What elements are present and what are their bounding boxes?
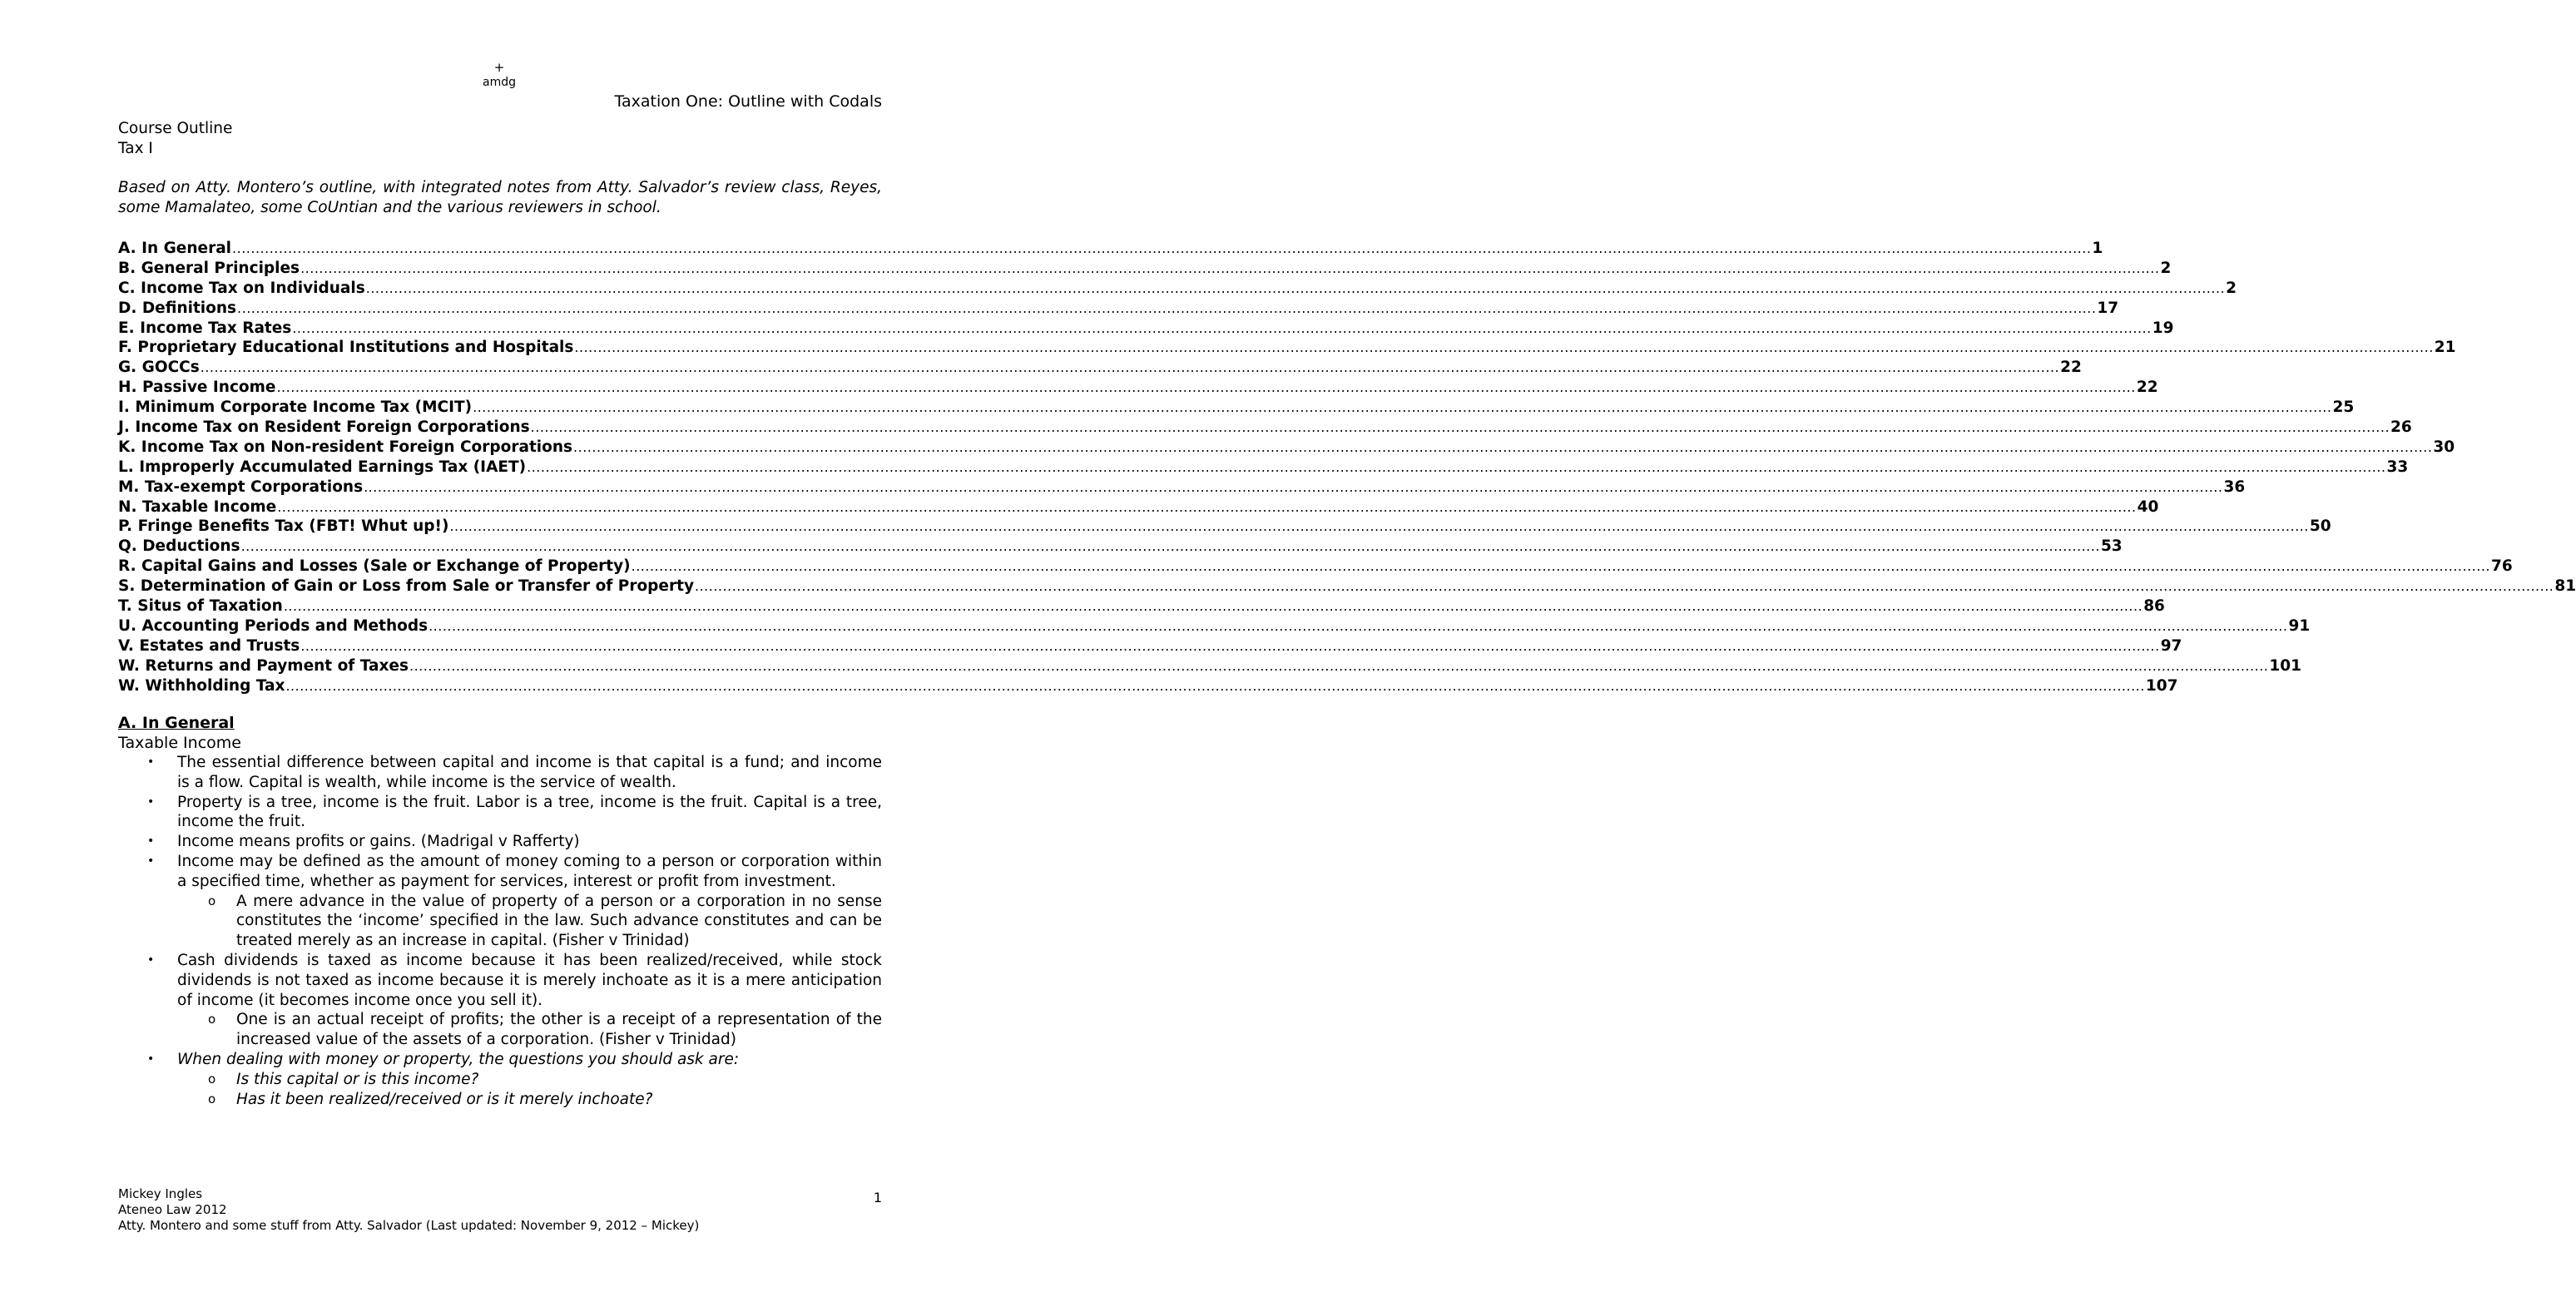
toc-entry-label: I. Minimum Corporate Income Tax (MCIT) xyxy=(118,398,473,417)
header-amdg: amdg xyxy=(483,76,516,89)
toc-dot-leader: ................................................................................................................................................................................................................................................................................................................................................................................................................ xyxy=(364,478,2223,495)
toc-dot-leader: ................................................................................................................................................................................................................................................................................................................................................................................................................ xyxy=(695,578,2554,595)
toc-dot-leader: ................................................................................................................................................................................................................................................................................................................................................................................................................ xyxy=(409,657,2269,674)
toc-dot-leader: ................................................................................................................................................................................................................................................................................................................................................................................................................ xyxy=(237,299,2097,316)
sub-list-item xyxy=(118,892,882,951)
list-item xyxy=(118,793,882,833)
toc-entry[interactable] xyxy=(118,438,2455,458)
toc-entry[interactable] xyxy=(118,458,2409,478)
toc-entry-label: L. Improperly Accumulated Earnings Tax (IAET) xyxy=(118,458,527,476)
toc-entry-label: V. Estates and Trusts xyxy=(118,636,300,655)
toc-dot-leader: ................................................................................................................................................................................................................................................................................................................................................................................................................ xyxy=(292,319,2152,336)
sub-bullet-icon: o xyxy=(208,1012,216,1027)
bullet-icon: • xyxy=(147,795,155,809)
toc-dot-leader: ................................................................................................................................................................................................................................................................................................................................................................................................................ xyxy=(527,458,2386,475)
toc-dot-leader: ................................................................................................................................................................................................................................................................................................................................................................................................................ xyxy=(277,498,2137,515)
toc-dot-leader: ................................................................................................................................................................................................................................................................................................................................................................................................................ xyxy=(300,260,2160,276)
course-title-block xyxy=(118,119,882,159)
toc-dot-leader: ................................................................................................................................................................................................................................................................................................................................................................................................................ xyxy=(232,240,2092,256)
page-number: 1 xyxy=(873,1190,882,1205)
toc-entry-page: 25 xyxy=(2332,398,2355,417)
toc-entry-label: J. Income Tax on Resident Foreign Corporations xyxy=(118,418,530,437)
footer xyxy=(118,1186,699,1234)
toc-entry-page: 91 xyxy=(2288,616,2311,635)
toc-entry-label: W. Returns and Payment of Taxes xyxy=(118,656,409,675)
toc-entry[interactable] xyxy=(118,557,2513,577)
section-subheading: Taxable Income xyxy=(118,734,241,752)
list-item-text: When dealing with money or property, the questions you should ask are: xyxy=(177,1050,740,1068)
toc-entry-label: E. Income Tax Rates xyxy=(118,319,292,337)
toc-entry[interactable] xyxy=(118,279,2237,299)
bullet-icon: • xyxy=(147,953,155,967)
toc-dot-leader: ................................................................................................................................................................................................................................................................................................................................................................................................................ xyxy=(429,617,2288,634)
header-cross: + xyxy=(493,60,505,75)
toc-entry[interactable] xyxy=(118,497,2159,517)
bullet-icon: • xyxy=(147,755,155,769)
section-heading: A. In General xyxy=(118,714,235,732)
footer-author: Mickey Ingles xyxy=(118,1186,203,1201)
toc-entry[interactable] xyxy=(118,537,2123,557)
list-item-text: Property is a tree, income is the fruit. Labor is a tree, income is the fruit. Capital is a tree, income the fruit. xyxy=(177,793,882,831)
toc-entry[interactable] xyxy=(118,676,2178,696)
list-item xyxy=(118,832,882,852)
list-item xyxy=(118,852,882,892)
sub-list-item xyxy=(118,1070,882,1090)
toc-entry[interactable] xyxy=(118,299,2119,319)
toc-entry-page: 22 xyxy=(2060,359,2082,377)
bullet-icon: • xyxy=(147,854,155,868)
list-item-text: The essential difference between capital and income is that capital is a fund; and income is a flow. Capital is wealth, while income is the service of wealth. xyxy=(177,754,882,791)
toc-entry-page: 2 xyxy=(2226,279,2237,297)
toc-entry-page: 101 xyxy=(2269,656,2301,675)
toc-entry-label: M. Tax-exempt Corporations xyxy=(118,478,364,496)
toc-entry[interactable] xyxy=(118,398,2355,418)
bullet-icon: • xyxy=(147,1052,155,1066)
sub-list-item xyxy=(118,1090,882,1110)
toc-entry-label: W. Withholding Tax xyxy=(118,676,285,695)
toc-entry[interactable] xyxy=(118,656,2301,676)
document-title: Taxation One: Outline with Codals xyxy=(614,92,882,111)
toc-entry-page: 81 xyxy=(2554,577,2576,596)
toc-entry-label: A. In General xyxy=(118,240,232,257)
toc-entry-label: C. Income Tax on Individuals xyxy=(118,279,365,297)
list-item-text: Income means profits or gains. (Madrigal v Rafferty) xyxy=(177,833,580,851)
toc-dot-leader: ................................................................................................................................................................................................................................................................................................................................................................................................................ xyxy=(473,399,2332,416)
sub-list-item-text: A mere advance in the value of property of a person or a corporation in no sense constitutes the ‘income’ specified in the law. Such advance constitutes and can be treated merely as an increase in capital. (Fisher v Trinidad) xyxy=(236,892,882,950)
toc-entry-page: 40 xyxy=(2137,497,2159,516)
toc-dot-leader: ................................................................................................................................................................................................................................................................................................................................................................................................................ xyxy=(449,518,2309,535)
toc-entry-label: R. Capital Gains and Losses (Sale or Exchange of Property) xyxy=(118,557,631,576)
bullet-list xyxy=(118,753,882,1109)
table-of-contents xyxy=(118,239,2576,696)
toc-entry[interactable] xyxy=(118,239,2103,259)
sub-bullet-icon: o xyxy=(208,1091,216,1106)
list-item xyxy=(118,1050,882,1070)
toc-entry-page: 76 xyxy=(2491,557,2513,576)
toc-entry-label: P. Fringe Benefits Tax (FBT! Whut up!) xyxy=(118,517,449,536)
bullet-icon: • xyxy=(147,834,155,849)
footer-note: Atty. Montero and some stuff from Atty. Salvador (Last updated: November 9, 2012 – Mickey) xyxy=(118,1218,700,1233)
toc-entry-page: 53 xyxy=(2100,537,2123,556)
sub-bullet-icon: o xyxy=(208,893,216,908)
toc-dot-leader: ................................................................................................................................................................................................................................................................................................................................................................................................................ xyxy=(631,558,2490,575)
sub-list-item-text: Is this capital or is this income? xyxy=(236,1070,479,1088)
toc-entry[interactable] xyxy=(118,338,2456,358)
toc-entry-page: 26 xyxy=(2390,418,2412,437)
toc-entry-page: 22 xyxy=(2136,379,2158,397)
footer-school: Ateneo Law 2012 xyxy=(118,1202,227,1217)
toc-entry-page: 107 xyxy=(2145,676,2178,695)
sub-bullet-icon: o xyxy=(208,1071,216,1087)
course-outline-label: Course Outline xyxy=(118,120,233,137)
toc-entry-page: 97 xyxy=(2160,636,2182,655)
toc-entry-label: N. Taxable Income xyxy=(118,497,277,516)
toc-dot-leader: ................................................................................................................................................................................................................................................................................................................................................................................................................ xyxy=(365,280,2226,296)
toc-entry-page: 36 xyxy=(2223,478,2246,496)
list-item-text: Cash dividends is taxed as income because it has been realized/received, while stock dividends is not taxed as income because it is merely inchoate as it is a mere anticipation of income (it becomes income once you sell it). xyxy=(177,951,882,1009)
toc-entry-page: 2 xyxy=(2160,259,2172,277)
toc-entry-page: 21 xyxy=(2434,339,2456,357)
list-item xyxy=(118,753,882,793)
toc-entry[interactable] xyxy=(118,418,2412,438)
toc-dot-leader: ................................................................................................................................................................................................................................................................................................................................................................................................................ xyxy=(200,359,2060,376)
toc-entry-label: H. Passive Income xyxy=(118,379,276,397)
sub-list-item xyxy=(118,1010,882,1050)
toc-dot-leader: ................................................................................................................................................................................................................................................................................................................................................................................................................ xyxy=(240,538,2100,555)
toc-entry-page: 50 xyxy=(2309,517,2331,536)
toc-dot-leader: ................................................................................................................................................................................................................................................................................................................................................................................................................ xyxy=(276,379,2136,396)
toc-entry-label: B. General Principles xyxy=(118,259,300,277)
toc-entry-page: 86 xyxy=(2143,597,2165,616)
toc-dot-leader: ................................................................................................................................................................................................................................................................................................................................................................................................................ xyxy=(530,419,2390,436)
toc-entry[interactable] xyxy=(118,577,2576,596)
toc-entry-page: 17 xyxy=(2097,299,2119,317)
toc-entry[interactable] xyxy=(118,636,2182,656)
toc-entry-page: 33 xyxy=(2386,458,2409,476)
course-name: Tax I xyxy=(118,140,153,157)
toc-dot-leader: ................................................................................................................................................................................................................................................................................................................................................................................................................ xyxy=(573,438,2433,455)
toc-entry[interactable] xyxy=(118,517,2331,537)
toc-entry-label: G. GOCCs xyxy=(118,359,200,377)
toc-entry-page: 1 xyxy=(2092,240,2103,257)
intro-paragraph: Based on Atty. Montero’s outline, with integrated notes from Atty. Salvador’s review class, Reyes, some Mamalateo, some CoUntian and the various reviewers in school. xyxy=(118,179,882,216)
toc-entry-label: Q. Deductions xyxy=(118,537,240,556)
toc-entry[interactable] xyxy=(118,616,2311,636)
toc-entry-label: F. Proprietary Educational Institutions and Hospitals xyxy=(118,339,574,357)
toc-dot-leader: ................................................................................................................................................................................................................................................................................................................................................................................................................ xyxy=(574,339,2434,356)
toc-entry-page: 19 xyxy=(2152,319,2174,337)
sub-list-item-text: One is an actual receipt of profits; the other is a receipt of a representation of the increased value of the assets of a corporation. (Fisher v Trinidad) xyxy=(236,1011,882,1049)
toc-entry[interactable] xyxy=(118,259,2172,279)
list-item-text: Income may be defined as the amount of money coming to a person or corporation within a specified time, whether as payment for services, interest or profit from investment. xyxy=(177,852,882,890)
toc-entry-label: D. Definitions xyxy=(118,299,237,317)
toc-entry[interactable] xyxy=(118,319,2174,339)
toc-entry-label: S. Determination of Gain or Loss from Sale or Transfer of Property xyxy=(118,577,694,596)
toc-dot-leader: ................................................................................................................................................................................................................................................................................................................................................................................................................ xyxy=(283,598,2143,615)
toc-entry[interactable] xyxy=(118,596,2165,616)
sub-list-item-text: Has it been realized/received or is it merely inchoate? xyxy=(236,1090,653,1108)
toc-entry[interactable] xyxy=(118,358,2082,378)
toc-entry-label: K. Income Tax on Non-resident Foreign Corporations xyxy=(118,438,573,456)
toc-entry[interactable] xyxy=(118,378,2158,398)
toc-entry-page: 30 xyxy=(2433,438,2455,456)
toc-entry[interactable] xyxy=(118,478,2246,497)
toc-dot-leader: ................................................................................................................................................................................................................................................................................................................................................................................................................ xyxy=(300,637,2160,654)
list-item xyxy=(118,951,882,1010)
toc-entry-label: U. Accounting Periods and Methods xyxy=(118,616,429,635)
toc-entry-label: T. Situs of Taxation xyxy=(118,597,283,616)
toc-dot-leader: ................................................................................................................................................................................................................................................................................................................................................................................................................ xyxy=(285,677,2145,694)
